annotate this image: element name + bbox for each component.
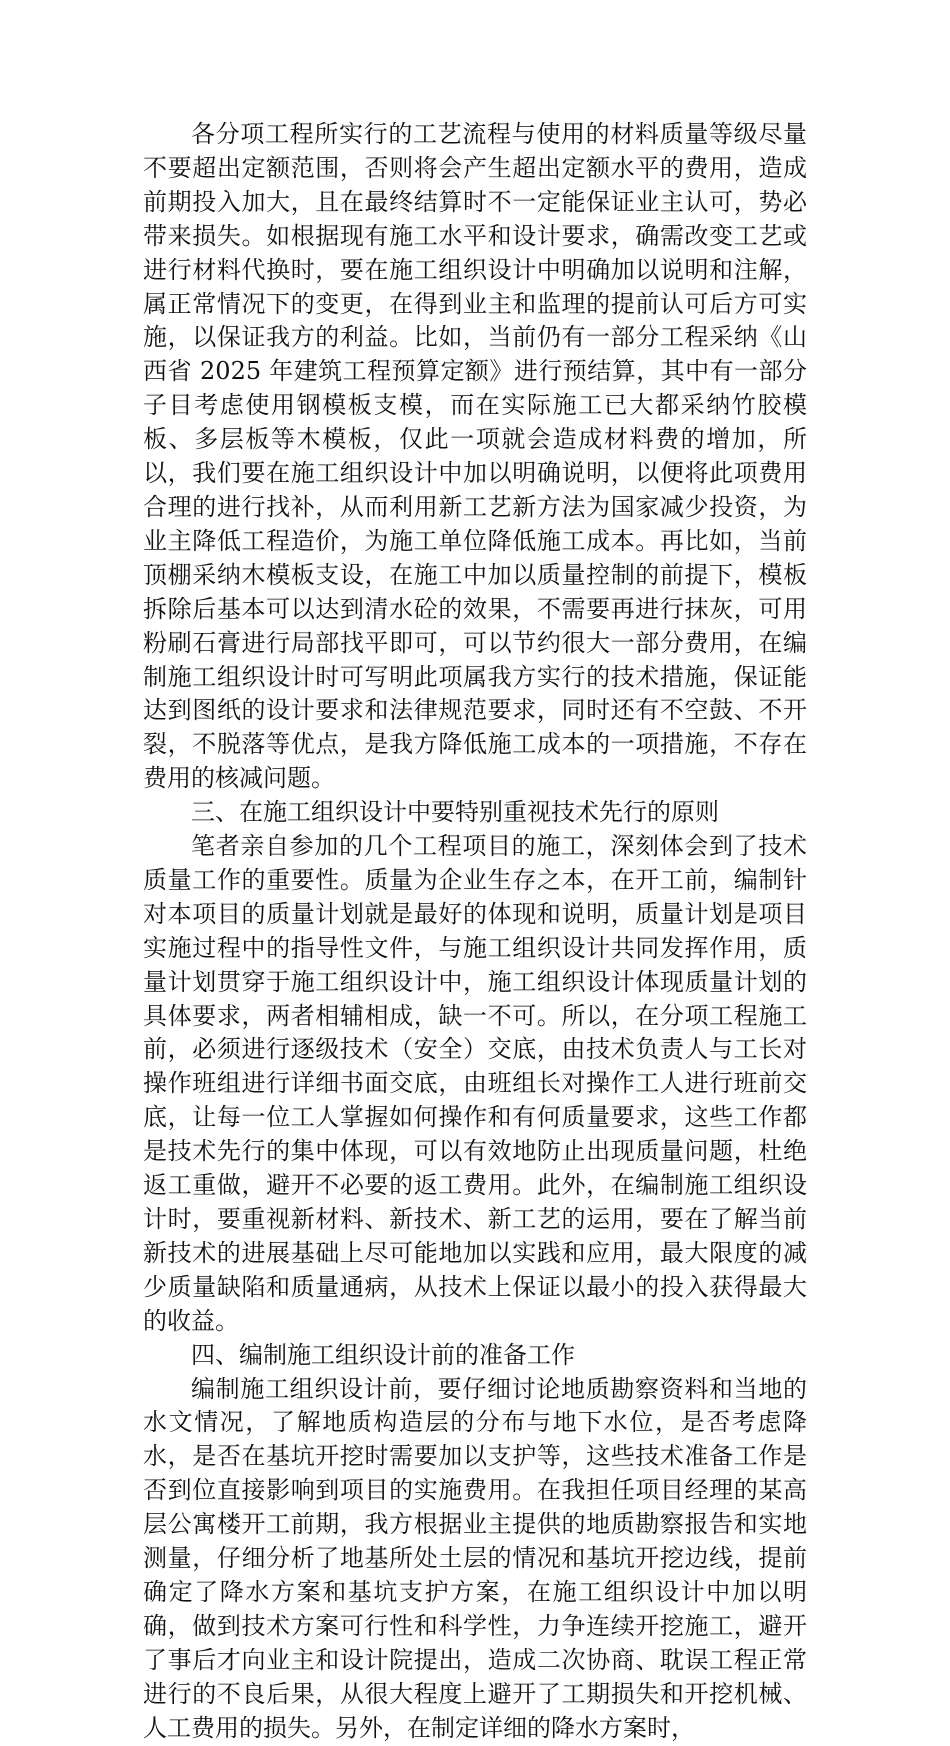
paragraph-technology-first: 笔者亲自参加的几个工程项目的施工，深刻体会到了技术质量工作的重要性。质量为企业生存之本，在开工前，编制针对本项目的质量计划就是最好的体现和说明，质量计划是项目实施过程中的指导性文件，与施工组织设计共同发挥作用，质量计划贯穿于施工组织设计中，施工组织设计体现质量计划的具体要求，两者相辅相成，缺一不可。所以，在分项工程施工前，必须进行逐级技术（安全）交底，由技术负责人与工长对操作班组进行详细书面交底，由班组长对操作工人进行班前交底，让每一位工人掌握如何操作和有何质量要求，这些工作都是技术先行的集中体现，可以有效地防止出现质量问题，杜绝返工重做，避开不必要的返工费用。此外，在编制施工组织设计时，要重视新材料、新技术、新工艺的运用，要在了解当前新技术的进展基础上尽可能地加以实践和应用，最大限度的减少质量缺陷和质量通病，从技术上保证以最小的投入获得最大的收益。 — [143, 832, 807, 1335]
paragraph-cost-control: 各分项工程所实行的工艺流程与使用的材料质量等级尽量不要超出定额范围，否则将会产生超出定额水平的费用，造成前期投入加大，且在最终结算时不一定能保证业主认可，势必带来损失。如根据现有施工水平和设计要求，确需改变工艺或进行材料代换时，要在施工组织设计中明确加以说明和注解，属正常情况下的变更，在得到业主和监理的提前认可后方可实施，以保证我方的利益。比如，当前仍有一部分工程采纳《山西省 2025 年建筑工程预算定额》进行预结算，其中有一部分子目考虑使用钢模板支模，而在实际施工已大都采纳竹胶模板、多层板等木模板，仅此一项就会造成材料费的增加，所以，我们要在施工组织设计中加以明确说明，以便将此项费用合理的进行找补，从而利用新工艺新方法为国家减少投资，为业主降低工程造价，为施工单位降低施工成本。再比如，当前顶棚采纳木模板支设，在施工中加以质量控制的前提下，模板拆除后基本可以达到清水砼的效果，不需要再进行抹灰，可用粉刷石膏进行局部找平即可，可以节约很大一部分费用，在编制施工组织设计时可写明此项属我方实行的技术措施，保证能达到图纸的设计要求和法律规范要求，同时还有不空鼓、不开裂，不脱落等优点，是我方降低施工成本的一项措施，不存在费用的核减问题。 — [143, 120, 807, 793]
document-body — [143, 118, 807, 1746]
paragraph-preparation: 编制施工组织设计前，要仔细讨论地质勘察资料和当地的水文情况，了解地质构造层的分布与地下水位，是否考虑降水，是否在基坑开挖时需要加以支护等，这些技术准备工作是否到位直接影响到项目的实施费用。在我担任项目经理的某高层公寓楼开工前期，我方根据业主提供的地质勘察报告和实地测量，仔细分析了地基所处土层的情况和基坑开挖边线，提前确定了降水方案和基坑支护方案，在施工组织设计中加以明确，做到技术方案可行性和科学性，力争连续开挖施工，避开了事后才向业主和设计院提出，造成二次协商、耽误工程正常进行的不良后果，从很大程度上避开了工期损失和开挖机械、人工费用的损失。另外，在制定详细的降水方案时， — [143, 1374, 807, 1742]
section-heading-preparation: 四、编制施工组织设计前的准备工作 — [191, 1340, 575, 1369]
section-heading-technology-first: 三、在施工组织设计中要特别重视技术先行的原则 — [191, 798, 719, 827]
